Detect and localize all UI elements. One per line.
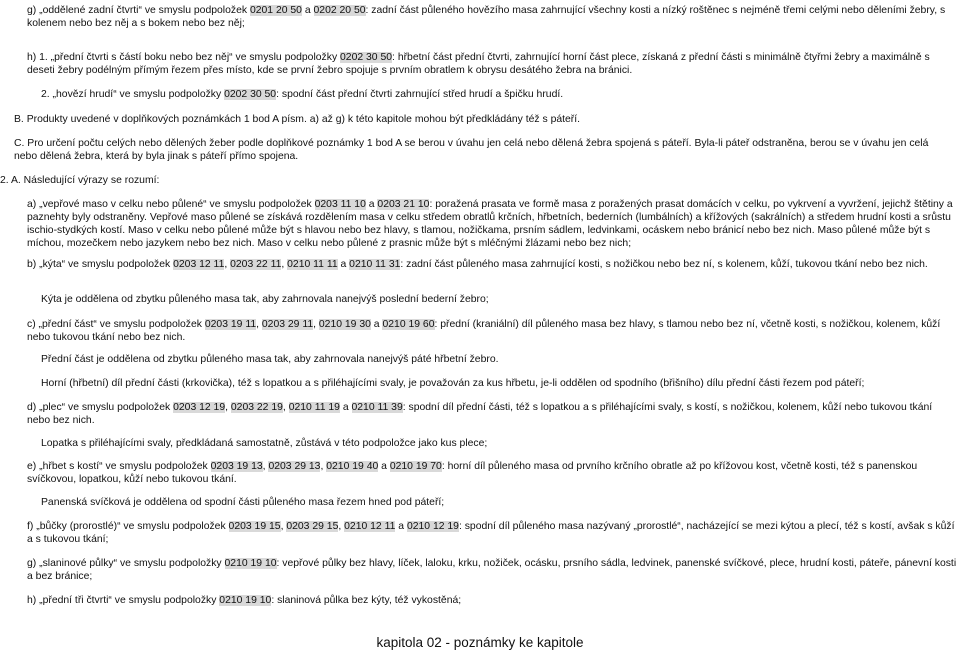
text: : slaninová půlka bez kýty, též vykostěná; [271,595,462,606]
text: , [224,259,231,270]
text: , [313,319,319,330]
paragraph-h1-fore-quarters [27,51,957,77]
text: a [301,5,314,16]
text: a [395,521,407,532]
tariff-code: 0203 29 11 [261,319,314,330]
tariff-code: 0202 30 50 [340,52,393,63]
tariff-code: 0203 29 15 [286,521,339,532]
note-c-1: Přední část je oddělena od zbytku půleného masa tak, aby zahrnovala nanejvýš páté hřbetní žebro. [41,354,499,365]
page-footer: kapitola 02 - poznámky ke kapitole [376,635,584,650]
text: : horní díl půleného masa od prvního krčního obratle až po křížovou kost, včetně kosti, též s panenskou svíčkovou, lopatkou, kůží nebo tukovou tkání. [27,461,918,485]
text: , [320,461,327,472]
text: h) „přední tři čtvrti“ ve smyslu podpoložky [27,595,220,606]
text: 2. „hovězí hrudí“ ve smyslu podpoložky [41,89,225,100]
text: : vepřové půlky bez hlavy, líček, laloku, krku, nožiček, ocásku, prsního sádla, ledvinek, panenské svíčkové, plece, hrudní kosti, páteře, pánevní kosti a bez bránice; [27,558,957,582]
tariff-code: 0210 12 19 [406,521,459,532]
text: , [281,259,288,270]
tariff-code: 0210 19 70 [389,461,442,472]
paragraph-c-fore-ends [27,318,957,344]
text: : přední (kraniální) díl půleného masa bez hlavy, s tlamou nebo bez ní, včetně kosti, s nožičkou, kolenem, kůží nebo tukovou tkání nebo bez nich. [27,319,941,343]
text: : poražená prasata ve formě masa z poražených prasat domácích v celku, po vykrvení a vyvržení, jejichž štětiny a paznehty byly odstraněny. Vepřové maso půlené se získává rozdělením masa v celku středem obratlů krčních, hřbetních, bederních (lumbálních) a křížových (sakrálních) a středem hrudní kosti a srůstu ischio-stydkých kostí. Maso v celku nebo půlené může být s hlavou nebo bez hlavy, s tlamou, nožičkama, prsním sádlem, ledvinkami, ocáskem nebo bránicí nebo bez nich. Maso půlené může být s míchou, mozečkem nebo jazykem nebo bez nich. Maso v celku nebo půlené z prasnic může být s mléčnými žlázami nebo bez nich; [27,199,953,249]
tariff-code: 0210 11 11 [287,259,338,270]
tariff-code: 0210 12 11 [344,521,396,532]
tariff-code: 0201 20 50 [249,5,302,16]
paragraph-f-bellies [27,520,957,546]
text: a [378,461,390,472]
tariff-code: 0202 30 50 [224,89,277,100]
paragraph-a-pork-carcass [27,198,957,250]
text: e) „hřbet s kostí“ ve smyslu podpoložek [27,461,211,472]
paragraph-d-shoulders [27,401,957,427]
text: : zadní část půleného hovězího masa zahrnující všechny kosti a nízký roštěnec s nejméně třemi celými nebo děleními žebry, s kolenem nebo bez něj a s bokem nebo bez něj; [27,5,946,29]
text: , [262,461,269,472]
paragraph-b: B. Produkty uvedené v doplňkových poznámkách 1 bod A písm. a) až g) k této kapitole mohou být předkládány též s páteří. [14,114,581,125]
tariff-code: 0210 19 30 [318,319,371,330]
text: : spodní díl půleného masa nazývaný „prorostlé“, nacházející se mezi kýtou a plecí, též s kostí, avšak s kůží a s tukovou tkání; [27,521,955,545]
tariff-code: 0203 11 10 [314,199,366,210]
tariff-code: 0210 11 19 [288,402,340,413]
text: d) „plec“ ve smyslu podpoložek [27,402,174,413]
paragraph-e-loins [27,460,957,486]
text: a [339,402,352,413]
note-b: Kýta je oddělena od zbytku půleného masa tak, aby zahrnovala nanejvýš poslední bederní žebro; [41,294,489,305]
tariff-code: 0202 20 50 [313,5,366,16]
paragraph-g-hind-quarters [27,4,957,30]
text: f) „bůčky (prorostlé)“ ve smyslu podpoložek [27,521,229,532]
text: : spodní část přední čtvrti zahrnující střed hrudí a špičku hrudí. [276,89,564,100]
note-c-2: Horní (hřbetní) díl přední části (krkovička), též s lopatkou a s přiléhajícími svaly, je považován za kus hřbetu, je-li oddělen od spodního (břišního) dílu přední části řezem pod páteří; [41,378,865,389]
paragraph-b-hams [27,258,957,271]
text: h) 1. „přední čtvrti s částí boku nebo bez něj“ ve smyslu podpoložky [27,52,341,63]
paragraph-h-spencers [27,594,957,607]
tariff-code: 0210 11 39 [351,402,403,413]
paragraph-h2-brisket [41,88,951,101]
text: a [365,199,378,210]
tariff-code: 0203 12 19 [173,402,226,413]
text: , [256,319,262,330]
paragraph-g-bacon-sides [27,557,957,583]
tariff-code: 0210 11 31 [349,259,401,270]
tariff-code: 0203 19 13 [210,461,263,472]
tariff-code: 0203 22 11 [230,259,282,270]
tariff-code: 0203 12 11 [173,259,225,270]
text: g) „oddělené zadní čtvrti“ ve smyslu podpoložek [27,5,250,16]
tariff-code: 0210 19 40 [326,461,379,472]
note-d: Lopatka s přiléhajícími svaly, předkládaná samostatně, zůstává v této podpoložce jako kus plece; [41,438,488,449]
tariff-code: 0203 22 19 [230,402,283,413]
text: : zadní část půleného masa zahrnující kosti, s nožičkou nebo bez ní, s kolenem, kůží, tukovou tkání nebo bez nich. [400,259,928,270]
text: c) „přední část“ ve smyslu podpoložek [27,319,205,330]
text: a) „vepřové maso v celku nebo půlené“ ve smyslu podpoložek [27,199,315,210]
text: : spodní díl přední části, též s lopatkou a s přiléhajícími svaly, s kostí, s nožičkou, kolenem, kůží nebo tukovou tkání nebo bez nich. [27,402,933,426]
tariff-code: 0203 19 11 [204,319,257,330]
tariff-code: 0210 19 10 [219,595,272,606]
tariff-code: 0210 19 10 [224,558,277,569]
note-e: Panenská svíčková je oddělena od spodní části půleného masa řezem hned pod páteří; [41,497,445,508]
text: , [225,402,231,413]
section-2a-heading: 2. A. Následující výrazy se rozumí: [0,175,160,186]
text: , [280,521,287,532]
tariff-code: 0203 29 13 [268,461,321,472]
text: : hřbetní část přední čtvrti, zahrnující horní část plece, získaná z přední části s minimálně čtyřmi žebry a maximálně s deseti žebry podélným přímým řezem přes místo, kde se první žebro spojuje s prvním obratlem k obrysu desátého žebra na bránici. [27,52,930,76]
tariff-code: 0203 21 10 [377,199,430,210]
text: , [338,521,345,532]
text: , [282,402,289,413]
tariff-code: 0210 19 60 [382,319,435,330]
tariff-code: 0203 19 15 [228,521,281,532]
text: a [337,259,350,270]
text: b) „kýta“ ve smyslu podpoložek [27,259,174,270]
paragraph-c: C. Pro určení počtu celých nebo dělených žeber podle doplňkové poznámky 1 bod A se berou v úvahu jen celá nebo dělená žebra spojená s páteří. Byla-li páteř odstraněna, berou se v úvahu jen celá nebo dělená žebra, která by byla jinak s páteří přímo spojena. [14,138,929,162]
text: g) „slaninové půlky“ ve smyslu podpoložky [27,558,225,569]
text: a [370,319,383,330]
